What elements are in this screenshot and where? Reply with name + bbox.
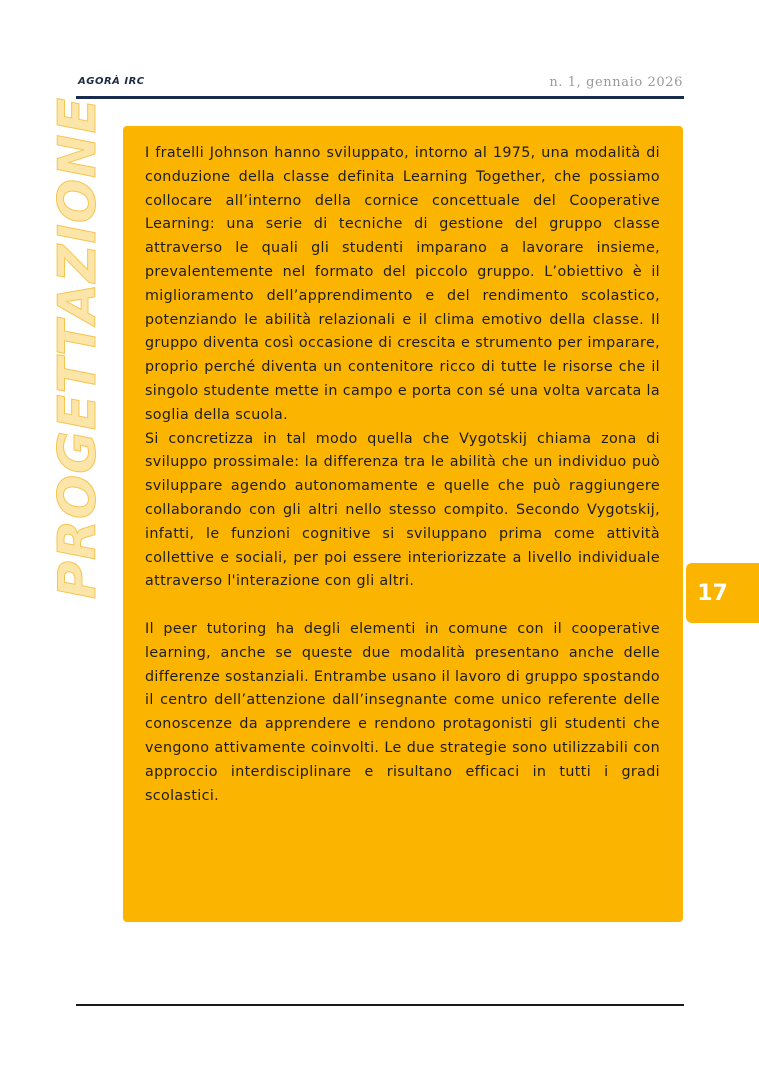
article-paragraph-2: Si concretizza in tal modo quella che Vygotskij chiama zona di sviluppo prossimale: la differenza tra le abilità che un individuo può sviluppare agendo autonomamente e quelle che può raggiungere collaborando con gli altri nello stesso compito. Secondo Vygotskij, infatti, le funzioni cognitive si sviluppano prima come attività collettive e sociali, per poi essere interiorizzate a livello individuale attraverso l'interazione con gli altri. [145, 430, 660, 590]
article-paragraph-1: I fratelli Johnson hanno sviluppato, intorno al 1975, una modalità di conduzione della classe definita Learning Together, che possiamo collocare all’interno della cornice concettuale del Cooperative Learning: una serie di tecniche di gestione del gruppo classe attraverso le quali gli studenti imparano a lavorare insieme, prevalentemente nel formato del piccolo gruppo. L’obiettivo è il miglioramento dell’apprendimento e del rendimento scolastico, potenziando le abilità relazionali e il clima emotivo della classe. Il gruppo diventa così occasione di crescita e strumento per imparare, proprio perché diventa un contenitore ricco di tutte le risorse che il singolo studente mette in campo e porta con sé una volta varcata la soglia della scuola. [145, 145, 660, 423]
page-number: 17 [697, 580, 728, 606]
footer-divider [76, 1004, 684, 1006]
header-divider [76, 96, 684, 99]
magazine-name: AGORÀ IRC [78, 76, 145, 87]
article-paragraph-3: Il peer tutoring ha degli elementi in comune con il cooperative learning, anche se queste due modalità presentano anche delle differenze sostanziali. Entrambe usano il lavoro di gruppo spostando il centro dell’attenzione dall’insegnante come unico referente delle conoscenze da apprendere e rendono protagonisti gli studenti che vengono attivamente coinvolti. Le due strategie sono utilizzabili con approccio interdisciplinare e risultano efficaci in tutti i gradi scolastici. [145, 620, 660, 804]
page-number-tab [686, 563, 759, 623]
section-title: PROGETTAZIONE [48, 96, 108, 600]
article-box [123, 126, 683, 922]
issue-date: n. 1, gennaio 2026 [549, 75, 683, 90]
